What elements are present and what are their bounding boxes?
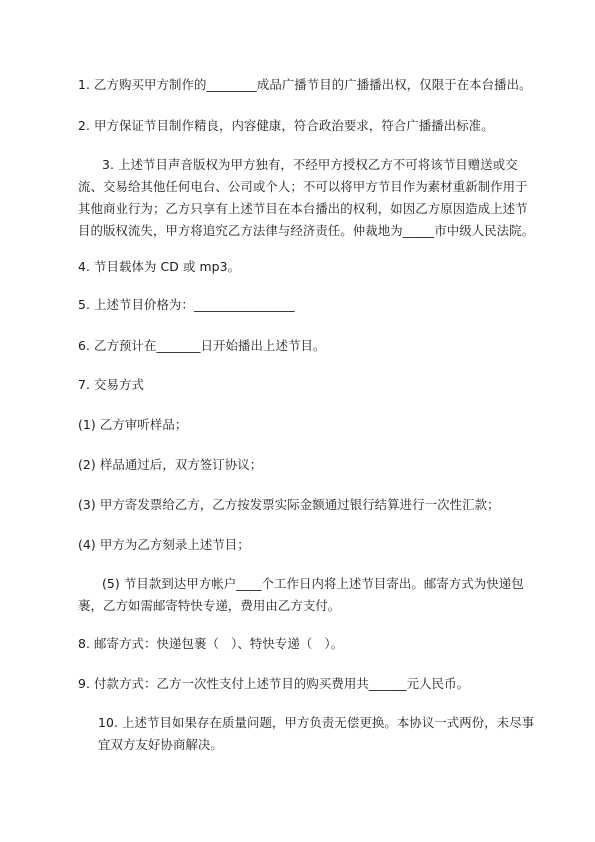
clause-6: 6. 乙方预计在_______日开始播出上述节目。: [78, 338, 326, 353]
clause-9: 9. 付款方式：乙方一次性支付上述节目的购买费用共______元人民币。: [78, 676, 470, 691]
clause-3: 3. 上述节目声音版权为甲方独有，不经甲方授权乙方不可将该节目赠送或交流、交易给其他任何电台、公司或个人；不可以将甲方节目作为素材重新制作用于其他商业行为；乙方只享有上述节目在本台播出的权利，如因乙方原因造成上述节目的版权流失，甲方将追究乙方法律与经济责任。仲裁地为_____市中级人民法院。: [78, 157, 535, 238]
clause-7-item-2: (2) 样品通过后，双方签订协议；: [78, 457, 263, 472]
clause-10: 10. 上述节目如果存在质量问题，甲方负责无偿更换。本协议一式两份，未尽事宜双方友好协商解决。: [98, 715, 535, 752]
clause-1: 1. 乙方购买甲方制作的________成品广播节目的广播播出权，仅限于在本台播出。: [78, 77, 532, 92]
clause-5: 5. 上述节目价格为：________________: [78, 297, 295, 312]
clause-8: 8. 邮寄方式：快递包裹（ ）、特快专递（ ）。: [78, 636, 344, 651]
clause-7-heading: 7. 交易方式: [78, 377, 145, 392]
clause-7-item-4: (4) 甲方为乙方刻录上述节目；: [78, 537, 250, 552]
clause-7-item-5: (5) 节目款到达甲方帐户____个工作日内将上述节目寄出。邮寄方式为快递包裹，乙方如需邮寄特快专递，费用由乙方支付。: [78, 576, 524, 613]
clause-4: 4. 节目载体为 CD 或 mp3。: [78, 259, 241, 274]
clause-7-item-1: (1) 乙方审听样品；: [78, 417, 188, 432]
clause-7-item-3: (3) 甲方寄发票给乙方，乙方按发票实际金额通过银行结算进行一次性汇款；: [78, 497, 500, 512]
clause-2: 2. 甲方保证节目制作精良，内容健康，符合政治要求，符合广播播出标准。: [78, 118, 494, 133]
